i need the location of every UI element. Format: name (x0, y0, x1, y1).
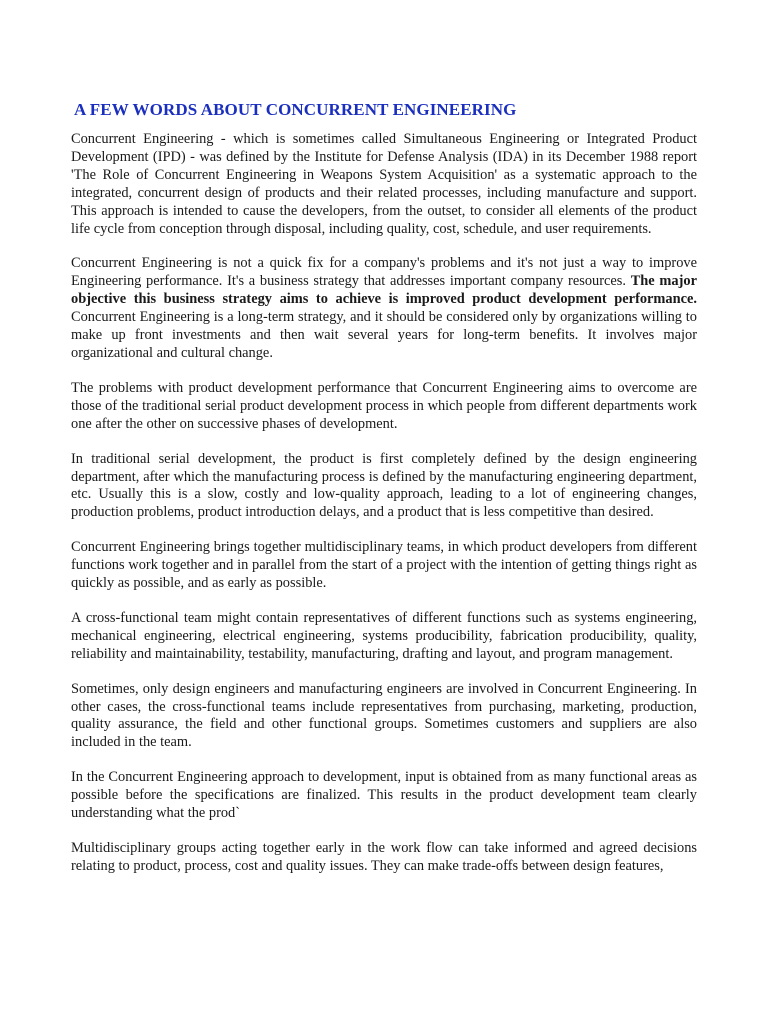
paragraph-5: Concurrent Engineering brings together multidisciplinary teams, in which product developers from different functions work together and in parallel from the start of a project with the intention of getting things right as quickly as possible, and as early as possible. (71, 539, 697, 592)
paragraph-2-emphasis: The major objective this business strategy aims to achieve is improved product development performance. (71, 273, 697, 308)
paragraph-8: In the Concurrent Engineering approach to development, input is obtained from as many functional areas as possible before the specifications are finalized. This results in the product development team clearly understanding what the prod` (71, 769, 697, 822)
paragraph-7: Sometimes, only design engineers and manufacturing engineers are involved in Concurrent Engineering. In other cases, the cross-functional teams include representatives from purchasing, marketing, production, quality assurance, the field and other functional groups. Sometimes customers and suppliers are also included in the team. (71, 680, 697, 751)
paragraph-1: Concurrent Engineering - which is sometimes called Simultaneous Engineering or Integrated Product Development (IPD) - was defined by the Institute for Defense Analysis (IDA) in its December 1988 report 'The Role of Concurrent Engineering in Weapons System Acquisition' as a systematic approach to the integrated, concurrent design of products and their related processes, including manufacture and support. This approach is intended to cause the developers, from the outset, to consider all elements of the product life cycle from conception through disposal, including quality, cost, schedule, and user requirements. (71, 131, 697, 237)
paragraph-4: In traditional serial development, the product is first completely defined by the design engineering department, after which the manufacturing process is defined by the manufacturing engineering department, etc. Usually this is a slow, costly and low-quality approach, leading to a lot of engineering changes, production problems, product introduction delays, and a product that is less competitive than desired. (71, 450, 697, 521)
paragraph-2 (71, 255, 697, 362)
paragraph-2-lead: Concurrent Engineering is not a quick fix for a company's problems and it's not just a way to improve Engineering performance. It's a business strategy that addresses important company resources. (71, 255, 697, 290)
paragraph-6: A cross-functional team might contain representatives of different functions such as systems engineering, mechanical engineering, electrical engineering, systems producibility, fabrication producibility, quality, reliability and maintainability, testability, manufacturing, drafting and layout, and program management. (71, 609, 697, 662)
paragraph-9: Multidisciplinary groups acting together early in the work flow can take informed and agreed decisions relating to product, process, cost and quality issues. They can make trade-offs between design features, (71, 840, 697, 874)
document-title: A FEW WORDS ABOUT CONCURRENT ENGINEERING (74, 100, 517, 119)
paragraph-3: The problems with product development performance that Concurrent Engineering aims to overcome are those of the traditional serial product development process in which people from different departments work one after the other on successive phases of development. (71, 379, 697, 432)
paragraph-2-tail: Concurrent Engineering is a long-term strategy, and it should be considered only by organizations willing to make up front investments and then wait several years for long-term benefits. It involves major organizational and cultural change. (71, 309, 697, 361)
